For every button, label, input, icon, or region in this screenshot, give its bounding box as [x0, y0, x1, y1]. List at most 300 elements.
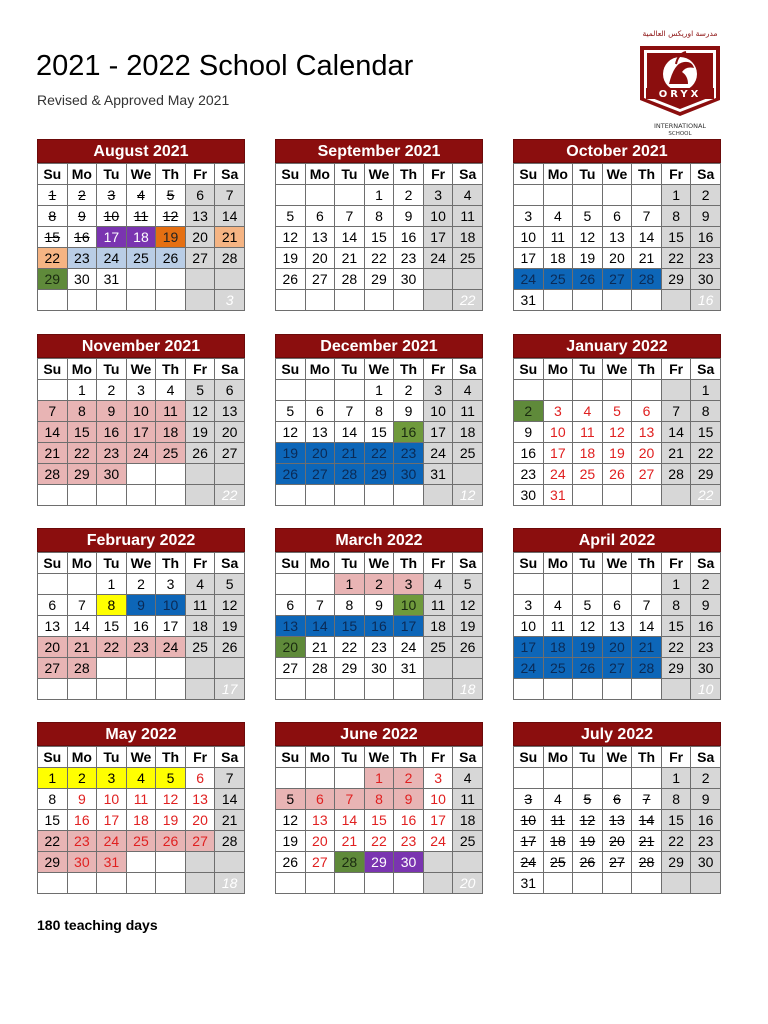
week-row	[38, 574, 245, 595]
day-cell: 14	[305, 616, 335, 637]
week-row	[38, 227, 245, 248]
day-cell: 28	[632, 269, 662, 290]
weekday-header: Fr	[185, 747, 215, 768]
weekday-header: Sa	[215, 553, 245, 574]
day-cell: 25	[543, 852, 573, 873]
empty-cell	[661, 679, 691, 700]
day-cell: 14	[632, 616, 662, 637]
day-cell: 29	[661, 658, 691, 679]
month-title: November 2021	[37, 334, 245, 358]
day-cell: 4	[126, 185, 156, 206]
day-cell: 31	[514, 290, 544, 311]
day-cell: 27	[602, 269, 632, 290]
empty-cell	[661, 290, 691, 311]
day-cell: 11	[543, 227, 573, 248]
day-cell: 21	[335, 248, 365, 269]
empty-cell	[38, 574, 68, 595]
empty-cell	[305, 380, 335, 401]
day-cell: 15	[364, 422, 394, 443]
teaching-day-count: 16	[691, 290, 721, 311]
day-cell: 30	[691, 658, 721, 679]
day-cell: 27	[602, 852, 632, 873]
day-cell: 8	[97, 595, 127, 616]
day-cell: 14	[67, 616, 97, 637]
day-cell: 25	[126, 248, 156, 269]
day-cell: 29	[67, 464, 97, 485]
day-cell: 23	[691, 637, 721, 658]
empty-cell	[602, 574, 632, 595]
empty-cell	[305, 873, 335, 894]
day-cell: 5	[276, 401, 306, 422]
day-cell: 23	[394, 248, 424, 269]
week-row	[514, 768, 721, 789]
day-cell: 3	[97, 768, 127, 789]
day-cell: 3	[126, 380, 156, 401]
week-row	[276, 658, 483, 679]
empty-cell	[602, 485, 632, 506]
day-cell: 26	[573, 852, 603, 873]
day-cell: 27	[305, 269, 335, 290]
month-title: October 2021	[513, 139, 721, 163]
day-cell: 13	[276, 616, 306, 637]
week-row	[38, 658, 245, 679]
day-cell: 6	[185, 185, 215, 206]
weekday-header: Sa	[691, 553, 721, 574]
empty-cell	[276, 574, 306, 595]
day-cell: 5	[215, 574, 245, 595]
day-cell: 27	[632, 464, 662, 485]
empty-cell	[276, 873, 306, 894]
empty-cell	[364, 679, 394, 700]
empty-cell	[543, 873, 573, 894]
day-cell: 18	[423, 616, 453, 637]
weekday-header: Tu	[97, 359, 127, 380]
day-cell: 6	[632, 401, 662, 422]
day-cell: 1	[38, 768, 68, 789]
day-cell: 6	[602, 595, 632, 616]
page-title: 2021 - 2022 School Calendar	[36, 50, 414, 82]
week-row	[38, 380, 245, 401]
day-cell: 22	[661, 248, 691, 269]
day-cell: 16	[364, 616, 394, 637]
weekday-header: Su	[38, 553, 68, 574]
day-cell: 24	[423, 248, 453, 269]
weekday-header: Tu	[573, 747, 603, 768]
month-block	[275, 139, 483, 311]
day-cell: 15	[38, 227, 68, 248]
weekday-header-row	[276, 553, 483, 574]
day-cell: 24	[394, 637, 424, 658]
day-cell: 24	[423, 443, 453, 464]
week-row	[276, 810, 483, 831]
day-cell: 19	[276, 831, 306, 852]
weekday-header: We	[602, 553, 632, 574]
weekday-header: Sa	[215, 164, 245, 185]
day-cell: 1	[364, 185, 394, 206]
empty-cell	[335, 380, 365, 401]
weekday-header: Fr	[661, 553, 691, 574]
day-cell: 6	[305, 401, 335, 422]
empty-cell	[453, 269, 483, 290]
week-row	[38, 768, 245, 789]
month-title: January 2022	[513, 334, 721, 358]
day-cell: 13	[632, 422, 662, 443]
week-row	[514, 810, 721, 831]
day-cell: 7	[335, 789, 365, 810]
empty-cell	[38, 380, 68, 401]
day-cell: 23	[67, 248, 97, 269]
weekday-header-row	[38, 553, 245, 574]
empty-cell	[661, 380, 691, 401]
month-table	[37, 746, 245, 894]
day-cell: 5	[573, 789, 603, 810]
day-cell: 28	[335, 464, 365, 485]
day-cell: 8	[661, 789, 691, 810]
day-cell: 13	[602, 227, 632, 248]
day-cell: 14	[632, 227, 662, 248]
weekday-header: Fr	[185, 164, 215, 185]
day-cell: 26	[573, 658, 603, 679]
empty-cell	[126, 658, 156, 679]
weekday-header: Mo	[67, 164, 97, 185]
empty-cell	[573, 679, 603, 700]
teaching-day-count: 17	[215, 679, 245, 700]
day-cell: 19	[573, 637, 603, 658]
empty-cell	[423, 873, 453, 894]
day-cell: 22	[38, 831, 68, 852]
day-cell: 19	[276, 248, 306, 269]
day-cell: 2	[514, 401, 544, 422]
empty-cell	[38, 679, 68, 700]
day-cell: 8	[364, 789, 394, 810]
weekday-header: Sa	[691, 747, 721, 768]
empty-cell	[97, 485, 127, 506]
weekday-header: We	[602, 164, 632, 185]
day-cell: 19	[215, 616, 245, 637]
day-cell: 18	[573, 443, 603, 464]
day-cell: 30	[691, 852, 721, 873]
day-cell: 1	[661, 185, 691, 206]
day-cell: 7	[632, 595, 662, 616]
day-cell: 31	[97, 852, 127, 873]
day-cell: 10	[543, 422, 573, 443]
day-cell: 9	[691, 595, 721, 616]
day-cell: 23	[126, 637, 156, 658]
empty-cell	[305, 574, 335, 595]
day-cell: 3	[156, 574, 186, 595]
weekday-header: We	[126, 747, 156, 768]
day-cell: 9	[691, 789, 721, 810]
day-cell: 26	[573, 269, 603, 290]
weekday-header: Tu	[335, 164, 365, 185]
empty-cell	[97, 658, 127, 679]
teaching-day-count: 12	[453, 485, 483, 506]
day-cell: 29	[691, 464, 721, 485]
day-cell: 7	[67, 595, 97, 616]
day-cell: 2	[691, 185, 721, 206]
empty-cell	[97, 873, 127, 894]
day-cell: 22	[364, 443, 394, 464]
day-cell: 14	[661, 422, 691, 443]
weekday-header: Su	[276, 164, 306, 185]
weekday-header: Su	[514, 164, 544, 185]
day-cell: 22	[364, 831, 394, 852]
weekday-header: Tu	[573, 164, 603, 185]
teaching-days-note: 180 teaching days	[37, 917, 158, 933]
day-cell: 18	[453, 810, 483, 831]
empty-cell	[364, 485, 394, 506]
empty-cell	[38, 873, 68, 894]
week-row	[514, 831, 721, 852]
week-row	[276, 401, 483, 422]
day-cell: 15	[335, 616, 365, 637]
day-cell: 25	[453, 443, 483, 464]
day-cell: 6	[305, 789, 335, 810]
day-cell: 21	[632, 637, 662, 658]
week-row	[38, 637, 245, 658]
empty-cell	[423, 852, 453, 873]
empty-cell	[276, 485, 306, 506]
month-title: August 2021	[37, 139, 245, 163]
day-cell: 6	[276, 595, 306, 616]
day-cell: 20	[215, 422, 245, 443]
month-table	[37, 552, 245, 700]
day-cell: 15	[97, 616, 127, 637]
day-cell: 8	[661, 595, 691, 616]
day-cell: 5	[573, 206, 603, 227]
day-cell: 1	[67, 380, 97, 401]
weekday-header: Mo	[67, 359, 97, 380]
day-cell: 13	[305, 422, 335, 443]
day-cell: 26	[185, 443, 215, 464]
day-cell: 22	[661, 831, 691, 852]
day-cell: 25	[543, 658, 573, 679]
teaching-day-count: 18	[453, 679, 483, 700]
day-cell: 30	[514, 485, 544, 506]
day-cell: 24	[514, 852, 544, 873]
day-cell: 1	[335, 574, 365, 595]
weekday-header: Fr	[423, 553, 453, 574]
weekday-header: Fr	[423, 747, 453, 768]
day-cell: 5	[453, 574, 483, 595]
week-row	[38, 443, 245, 464]
day-cell: 12	[276, 810, 306, 831]
month-table	[275, 358, 483, 506]
weekday-header: Fr	[423, 164, 453, 185]
day-cell: 7	[632, 206, 662, 227]
week-row	[38, 873, 245, 894]
empty-cell	[335, 873, 365, 894]
day-cell: 10	[156, 595, 186, 616]
day-cell: 14	[335, 810, 365, 831]
week-row	[276, 443, 483, 464]
day-cell: 10	[423, 401, 453, 422]
day-cell: 14	[632, 810, 662, 831]
day-cell: 1	[661, 574, 691, 595]
day-cell: 26	[602, 464, 632, 485]
day-cell: 8	[661, 206, 691, 227]
empty-cell	[423, 485, 453, 506]
month-table	[37, 163, 245, 311]
day-cell: 3	[394, 574, 424, 595]
empty-cell	[661, 485, 691, 506]
day-cell: 27	[276, 658, 306, 679]
teaching-day-count: 22	[453, 290, 483, 311]
day-cell: 1	[364, 768, 394, 789]
empty-cell	[602, 679, 632, 700]
week-row	[276, 789, 483, 810]
day-cell: 12	[276, 227, 306, 248]
day-cell: 23	[67, 831, 97, 852]
day-cell: 23	[364, 637, 394, 658]
weekday-header: We	[602, 359, 632, 380]
week-row	[514, 206, 721, 227]
empty-cell	[185, 464, 215, 485]
empty-cell	[394, 873, 424, 894]
weekday-header: Su	[514, 747, 544, 768]
day-cell: 13	[305, 810, 335, 831]
weekday-header: Mo	[543, 164, 573, 185]
day-cell: 8	[38, 789, 68, 810]
day-cell: 23	[97, 443, 127, 464]
week-row	[514, 422, 721, 443]
empty-cell	[394, 290, 424, 311]
empty-cell	[394, 679, 424, 700]
empty-cell	[67, 679, 97, 700]
day-cell: 26	[276, 852, 306, 873]
day-cell: 16	[691, 810, 721, 831]
day-cell: 15	[661, 227, 691, 248]
day-cell: 6	[305, 206, 335, 227]
day-cell: 7	[632, 789, 662, 810]
week-row	[514, 637, 721, 658]
week-row	[276, 637, 483, 658]
day-cell: 2	[126, 574, 156, 595]
day-cell: 19	[185, 422, 215, 443]
day-cell: 10	[394, 595, 424, 616]
week-row	[38, 852, 245, 873]
empty-cell	[38, 485, 68, 506]
day-cell: 4	[423, 574, 453, 595]
weekday-header: Sa	[691, 359, 721, 380]
logo-arabic-text: مدرسة اوريكس العالمية	[642, 29, 718, 38]
day-cell: 9	[691, 206, 721, 227]
day-cell: 17	[97, 810, 127, 831]
weekday-header: Tu	[335, 553, 365, 574]
day-cell: 27	[185, 248, 215, 269]
day-cell: 24	[97, 831, 127, 852]
weekday-header: Sa	[453, 359, 483, 380]
empty-cell	[514, 380, 544, 401]
week-row	[276, 464, 483, 485]
day-cell: 22	[691, 443, 721, 464]
day-cell: 5	[156, 768, 186, 789]
day-cell: 10	[97, 789, 127, 810]
day-cell: 23	[394, 443, 424, 464]
day-cell: 28	[335, 852, 365, 873]
day-cell: 1	[691, 380, 721, 401]
week-row	[514, 616, 721, 637]
empty-cell	[126, 464, 156, 485]
day-cell: 21	[67, 637, 97, 658]
empty-cell	[126, 485, 156, 506]
empty-cell	[453, 852, 483, 873]
day-cell: 30	[394, 464, 424, 485]
day-cell: 22	[661, 637, 691, 658]
day-cell: 19	[602, 443, 632, 464]
empty-cell	[632, 768, 662, 789]
day-cell: 31	[543, 485, 573, 506]
day-cell: 8	[691, 401, 721, 422]
empty-cell	[126, 269, 156, 290]
day-cell: 17	[97, 227, 127, 248]
month-table	[275, 163, 483, 311]
day-cell: 5	[276, 206, 306, 227]
weekday-header: Th	[632, 553, 662, 574]
day-cell: 30	[67, 852, 97, 873]
weekday-header: Th	[632, 359, 662, 380]
month-title: April 2022	[513, 528, 721, 552]
empty-cell	[185, 873, 215, 894]
empty-cell	[453, 658, 483, 679]
day-cell: 26	[276, 269, 306, 290]
day-cell: 29	[335, 658, 365, 679]
empty-cell	[364, 873, 394, 894]
weekday-header: Mo	[67, 553, 97, 574]
day-cell: 7	[305, 595, 335, 616]
day-cell: 6	[602, 206, 632, 227]
day-cell: 15	[364, 227, 394, 248]
week-row	[276, 768, 483, 789]
day-cell: 18	[126, 227, 156, 248]
school-logo	[636, 28, 724, 136]
day-cell: 29	[364, 464, 394, 485]
teaching-day-count: 3	[215, 290, 245, 311]
day-cell: 4	[453, 185, 483, 206]
week-row	[38, 248, 245, 269]
weekday-header: Su	[38, 164, 68, 185]
day-cell: 31	[423, 464, 453, 485]
day-cell: 29	[364, 852, 394, 873]
day-cell: 21	[335, 831, 365, 852]
empty-cell	[185, 852, 215, 873]
day-cell: 21	[632, 831, 662, 852]
day-cell: 21	[632, 248, 662, 269]
day-cell: 6	[185, 768, 215, 789]
weekday-header: Tu	[573, 359, 603, 380]
day-cell: 28	[632, 852, 662, 873]
day-cell: 1	[364, 380, 394, 401]
week-row	[38, 789, 245, 810]
empty-cell	[364, 290, 394, 311]
day-cell: 17	[126, 422, 156, 443]
weekday-header-row	[38, 747, 245, 768]
day-cell: 12	[156, 789, 186, 810]
day-cell: 8	[364, 401, 394, 422]
month-table	[513, 552, 721, 700]
day-cell: 5	[185, 380, 215, 401]
day-cell: 11	[573, 422, 603, 443]
day-cell: 1	[97, 574, 127, 595]
day-cell: 28	[632, 658, 662, 679]
day-cell: 16	[691, 616, 721, 637]
day-cell: 18	[543, 831, 573, 852]
weekday-header-row	[38, 359, 245, 380]
empty-cell	[156, 464, 186, 485]
day-cell: 7	[335, 401, 365, 422]
weekday-header: Mo	[543, 553, 573, 574]
empty-cell	[305, 485, 335, 506]
